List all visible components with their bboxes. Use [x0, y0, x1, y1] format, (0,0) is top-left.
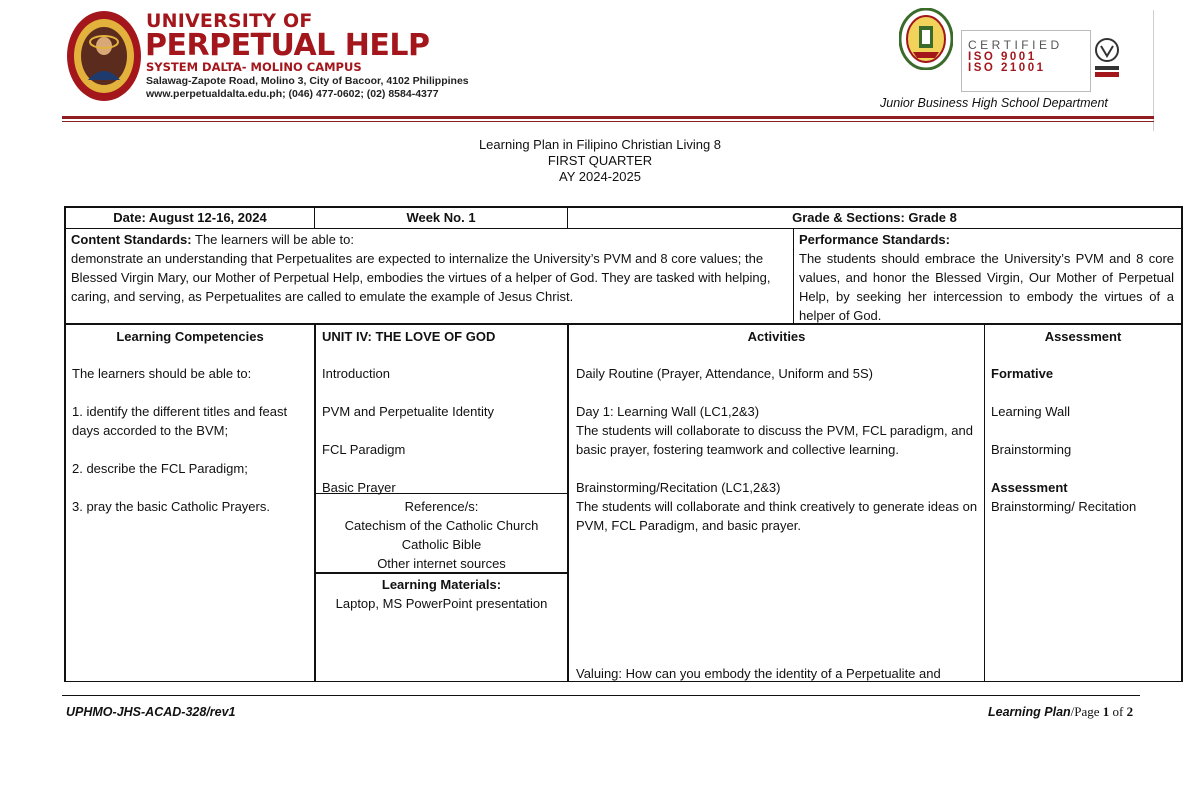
certified-label: CERTIFIED — [968, 38, 1063, 52]
col-header-competencies: Learning Competencies — [116, 329, 264, 344]
grade-sections-cell: Grade & Sections: Grade 8 — [792, 210, 957, 225]
activity-daily-routine: Daily Routine (Prayer, Attendance, Uniform and 5S) — [576, 366, 873, 381]
assessment-learning-wall: Learning Wall — [991, 404, 1071, 419]
performance-standards-cell — [799, 230, 1174, 325]
department-name: Junior Business High School Department — [880, 96, 1108, 110]
iso-21001-label: ISO 21001 — [968, 62, 1046, 74]
iso-9001-label: ISO 9001 — [968, 51, 1037, 63]
col-header-activities: Activities — [747, 329, 806, 344]
footer-rule — [62, 695, 1140, 696]
assessment-brainstorming: Brainstorming — [991, 442, 1072, 457]
performance-standards-body: The students should embrace the University’s PVM and 8 core values, and honor the Blessed Virgin, Our Mother of Perpetual Help, by seeking her intercession to embody the virtues of a helper of God. — [799, 251, 1174, 323]
assessment-label: Assessment — [991, 480, 1068, 495]
document-title: Learning Plan in Filipino Christian Living 8 — [478, 137, 722, 152]
unit-topic-introduction: Introduction — [322, 366, 390, 381]
activity-day1-body: The students will collaborate to discuss the PVM, FCL paradigm, and basic prayer, fostering teamwork and collective learning. — [576, 423, 973, 457]
footer-page-of: of — [1109, 704, 1127, 719]
footer-page-total: 2 — [1126, 704, 1134, 719]
unit-topic-basic-prayer: Basic Prayer — [322, 480, 396, 495]
activity-day1-title: Day 1: Learning Wall (LC1,2&3) — [576, 404, 760, 419]
reference-item: Catechism of the Catholic Church — [344, 518, 539, 533]
competency-item-3: 3. pray the basic Catholic Prayers. — [72, 499, 270, 514]
table-divider-standards — [793, 228, 794, 324]
content-standards-body: demonstrate an understanding that Perpetualites are expected to internalize the University’s PVM and 8 core values; the Blessed Virgin Mary, our Mother of Perpetual Help, embodies the virtues of a helper of God. They are tasked with helping, caring, and serving, as Perpetualites are called to emulate the example of Jesus Christ. — [71, 251, 771, 304]
footer-page-label: /Page — [1070, 704, 1103, 719]
col-header-assessment: Assessment — [1044, 329, 1122, 344]
footer-page-current: 1 — [1102, 704, 1110, 719]
assessment-formative-label: Formative — [991, 366, 1054, 381]
reference-label: Reference/s: — [404, 499, 479, 514]
competency-item-1: 1. identify the different titles and feast days accorded to the BVM; — [72, 404, 288, 438]
document-academic-year: AY 2024-2025 — [559, 169, 641, 184]
reference-item: Catholic Bible — [401, 537, 482, 552]
header-rule-thin — [62, 121, 1154, 122]
certification-badge-icon — [1092, 36, 1122, 80]
col-header-unit: UNIT IV: THE LOVE OF GOD — [322, 329, 496, 344]
table-border-left — [64, 206, 66, 682]
table-border-right — [1181, 206, 1183, 682]
table-divider-col2 — [567, 324, 569, 682]
activity-valuing: Valuing: How can you embody the identity of a Perpetualite and — [576, 666, 941, 681]
university-seal-logo — [66, 10, 142, 102]
university-name-line1: UNIVERSITY OF — [146, 10, 313, 32]
document-quarter: FIRST QUARTER — [547, 153, 653, 168]
document-code: UPHMO-JHS-ACAD-328/rev1 — [66, 705, 236, 719]
footer-doc-name: Learning Plan — [988, 705, 1071, 719]
unit-topic-pvm: PVM and Perpetualite Identity — [322, 404, 494, 419]
materials-label: Learning Materials: — [381, 577, 502, 592]
competency-item-2: 2. describe the FCL Paradigm; — [72, 461, 248, 476]
table-divider-col3 — [984, 324, 985, 682]
content-standards-label: Content Standards: — [71, 232, 192, 247]
competencies-intro: The learners should be able to: — [72, 366, 252, 381]
university-name-line2: PERPETUAL HELP — [145, 28, 430, 63]
unit-topic-fcl-paradigm: FCL Paradigm — [322, 442, 406, 457]
table-rule-info — [64, 228, 1183, 229]
header-rule-thick — [62, 116, 1154, 119]
materials-value: Laptop, MS PowerPoint presentation — [335, 596, 548, 611]
department-seal-logo — [899, 8, 953, 70]
campus-address: Salawag-Zapote Road, Molino 3, City of Bacoor, 4102 Philippines — [146, 75, 469, 87]
date-cell: Date: August 12-16, 2024 — [113, 210, 267, 225]
assessment-brainstorming-recitation: Brainstorming/ Recitation — [991, 499, 1137, 514]
page-indicator — [988, 704, 1133, 720]
reference-item: Other internet sources — [377, 556, 506, 571]
week-cell: Week No. 1 — [406, 210, 476, 225]
activity-brainstorm-title: Brainstorming/Recitation (LC1,2&3) — [576, 480, 781, 495]
performance-standards-label: Performance Standards: — [799, 232, 950, 247]
header-side-rule — [1153, 10, 1154, 131]
content-standards-cell — [71, 230, 787, 306]
activity-brainstorm-body: The students will collaborate and think creatively to generate ideas on PVM, FCL Paradigm, and basic prayer. — [576, 499, 978, 533]
campus-contact: www.perpetualdalta.edu.ph; (046) 477-0602; (02) 8584-4377 — [146, 88, 439, 100]
campus-name: SYSTEM DALTA- MOLINO CAMPUS — [146, 60, 362, 74]
content-standards-intro: The learners will be able to: — [191, 232, 354, 247]
